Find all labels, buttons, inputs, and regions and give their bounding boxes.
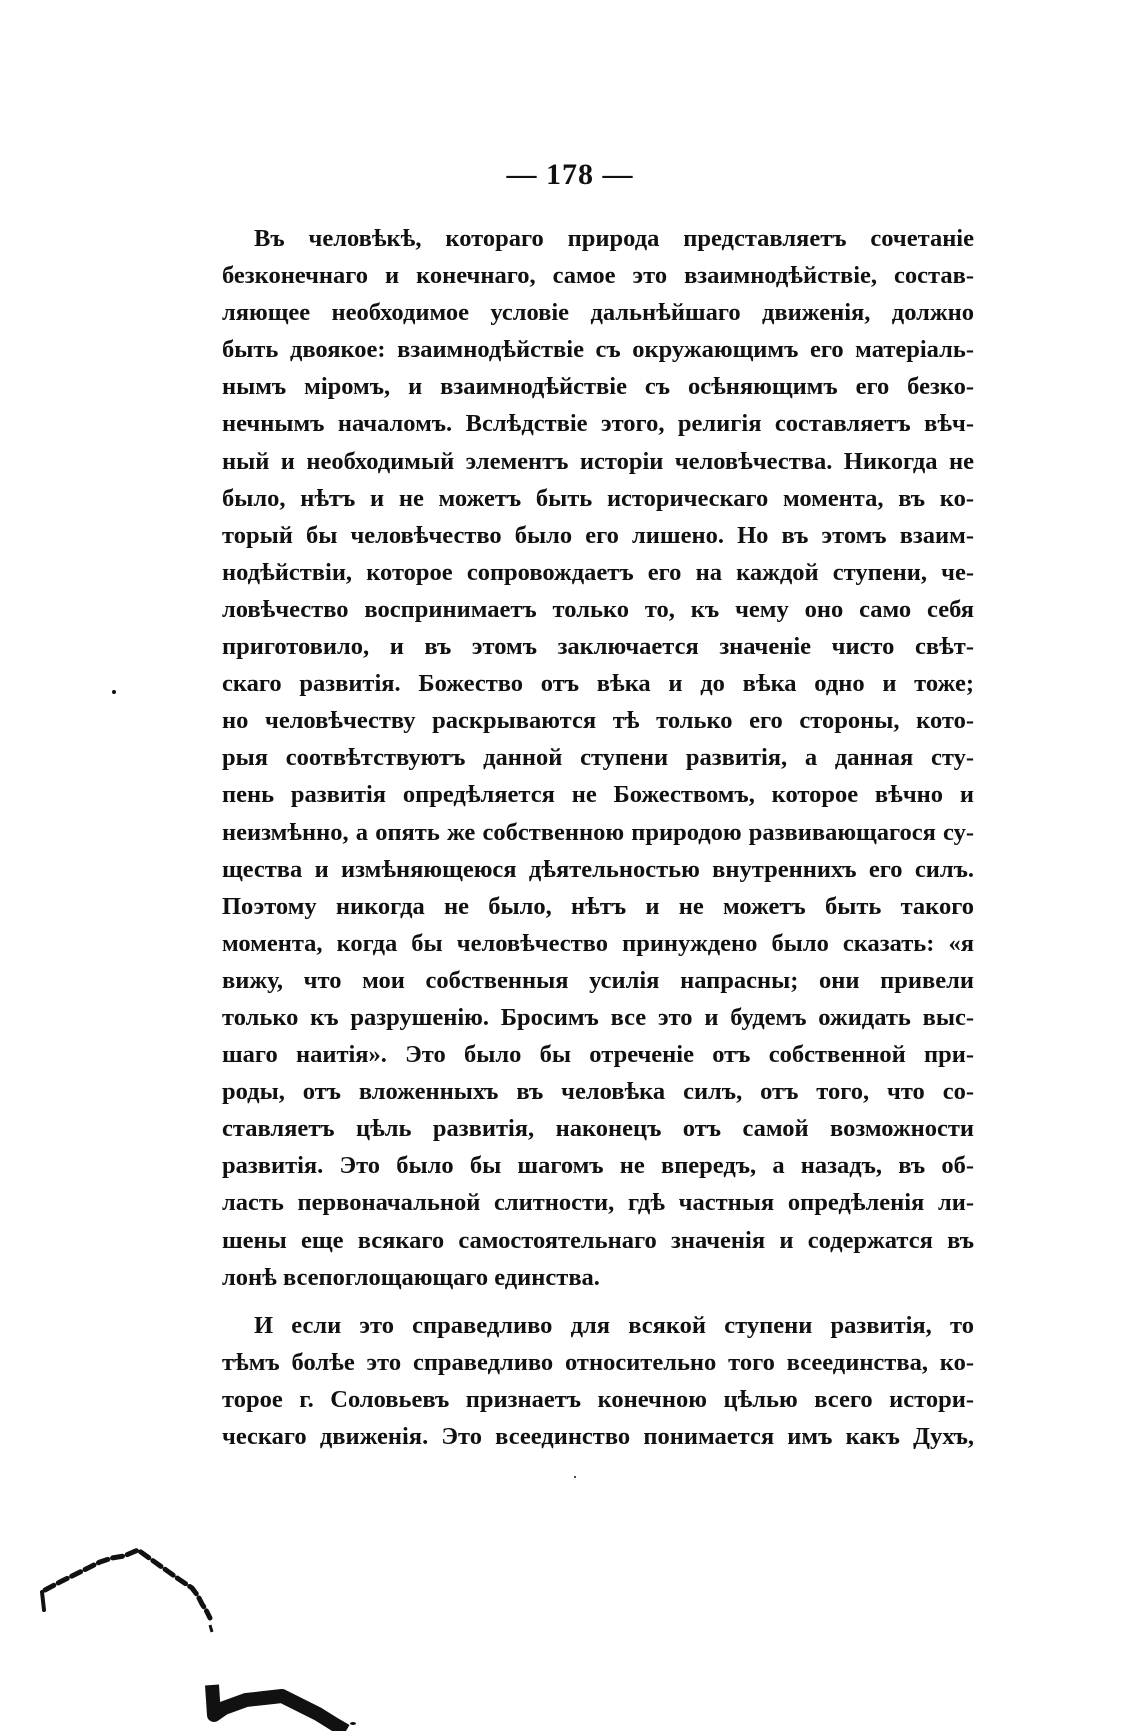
- text-line: нымъ міромъ, и взаимнодѣйствіе съ осѣняющимъ его безко-: [222, 373, 974, 401]
- scan-artifact-stroke-tail: [42, 1592, 44, 1610]
- text-line: момента, когда бы человѣчество принуждено было сказать: «я: [222, 929, 974, 957]
- text-line: И если это справедливо для всякой ступени развитія, то: [254, 1311, 974, 1339]
- text-line: неизмѣнно, а опять же собственною природою развивающагося су-: [222, 818, 974, 846]
- text-line: шаго наитія». Это было бы отреченіе отъ собственной при-: [222, 1041, 974, 1069]
- text-line: Поэтому никогда не было, нѣтъ и не можетъ быть такого: [222, 892, 974, 920]
- text-line: щества и измѣняющеюся дѣятельностью внутреннихъ его силъ.: [222, 855, 974, 883]
- text-line: роды, отъ вложенныхъ въ человѣка силъ, отъ того, что со-: [222, 1078, 974, 1106]
- text-line: но человѣчеству раскрываются тѣ только его стороны, кото-: [222, 707, 974, 735]
- scan-speck: [574, 1476, 576, 1478]
- text-line: было, нѣтъ и не можетъ быть историческаго момента, въ ко-: [222, 484, 974, 512]
- paragraph-2: [222, 1307, 974, 1455]
- text-line: нечнымъ началомъ. Вслѣдствіе этого, религія составляетъ вѣч-: [222, 410, 974, 438]
- text-line: пень развитія опредѣляется не Божествомъ, которое вѣчно и: [222, 781, 974, 809]
- text-line: рыя соотвѣтствуютъ данной ступени развитія, а данная сту-: [222, 744, 974, 772]
- text-line: лонѣ всепоглощающаго единства.: [222, 1263, 600, 1291]
- text-line: приготовило, и въ этомъ заключается значеніе чисто свѣт-: [222, 633, 974, 661]
- page-number: — 178 —: [506, 158, 634, 191]
- paragraph-gap: [222, 1296, 974, 1307]
- scan-speck: [112, 690, 116, 694]
- text-line: ловѣчество воспринимаетъ только то, къ чему оно само себя: [222, 595, 974, 623]
- scan-artifact-stroke-upper: [45, 1550, 210, 1618]
- text-line: нодѣйствіи, которое сопровождаетъ его на каждой ступени, че-: [222, 558, 974, 586]
- text-line: ный и необходимый элементъ исторіи человѣчества. Никогда не: [222, 447, 974, 475]
- text-line: торый бы человѣчество было его лишено. Но въ этомъ взаим-: [222, 521, 974, 549]
- text-line: только къ разрушенію. Бросимъ все это и будемъ ожидать выс-: [222, 1003, 974, 1031]
- text-line: ласть первоначальной слитности, гдѣ частныя опредѣленія ли-: [222, 1189, 974, 1217]
- text-line: быть двоякое: взаимнодѣйствіе съ окружающимъ его матеріаль-: [222, 336, 974, 364]
- text-line: торое г. Соловьевъ признаетъ конечною цѣлью всего истори-: [222, 1385, 974, 1413]
- body-text: [222, 220, 974, 1455]
- text-line: шены еще всякаго самостоятельнаго значенія и содержатся въ: [222, 1226, 974, 1254]
- scan-artifact-stroke-lower: [212, 1685, 346, 1731]
- text-line: вижу, что мои собственныя усилія напрасны; они привели: [222, 966, 974, 994]
- text-line: ляющее необходимое условіе дальнѣйшаго движенія, должно: [222, 299, 974, 327]
- text-line: скаго развитія. Божество отъ вѣка и до вѣка одно и тоже;: [222, 670, 974, 698]
- text-line: развитія. Это было бы шагомъ не впередъ, а назадъ, въ об-: [222, 1152, 974, 1180]
- text-line: ческаго движенія. Это всеединство понимается имъ какъ Духъ,: [222, 1423, 974, 1450]
- scan-artifact-mark: [0, 1500, 400, 1731]
- text-line: Въ человѣкѣ, котораго природа представляетъ сочетаніе: [254, 225, 974, 252]
- paragraph-1: [222, 220, 974, 1296]
- text-line: ставляетъ цѣль развитія, наконецъ отъ самой возможности: [222, 1115, 974, 1143]
- text-line: безконечнаго и конечнаго, самое это взаимнодѣйствіе, состав-: [222, 262, 974, 290]
- text-line: тѣмъ болѣе это справедливо относительно того всеединства, ко-: [222, 1348, 974, 1376]
- scan-artifact-dot: [210, 1625, 212, 1632]
